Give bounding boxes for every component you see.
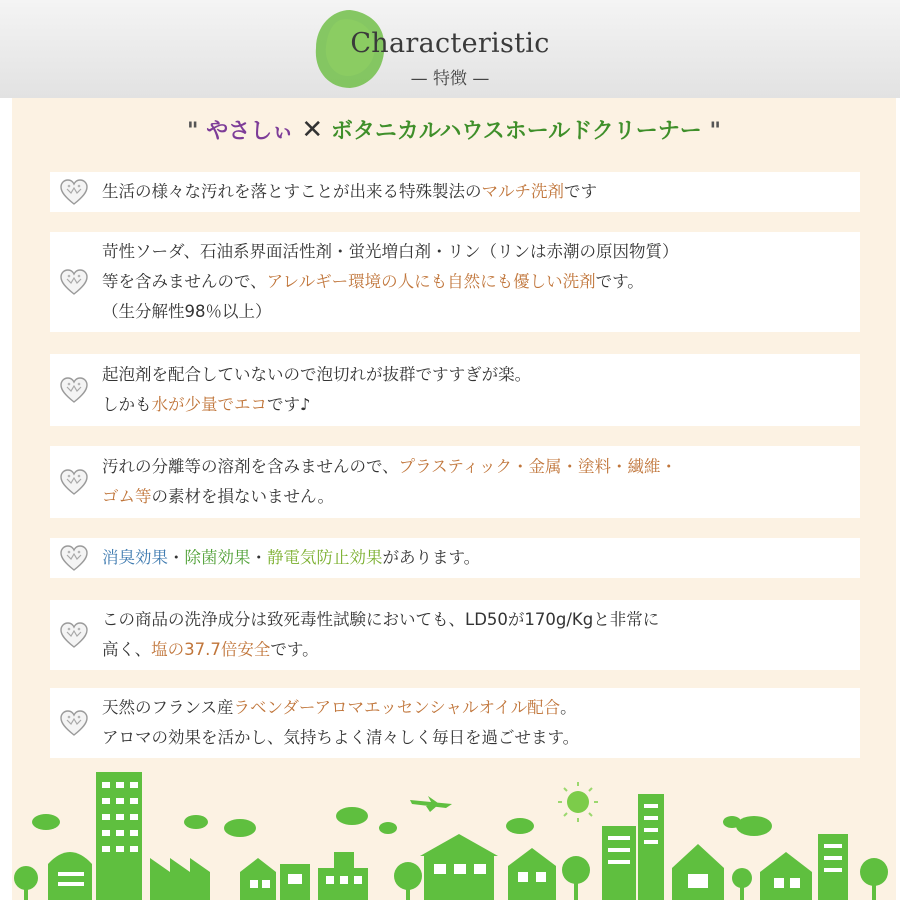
feature-line — [102, 543, 850, 573]
feature-line — [102, 267, 850, 297]
heart-badge-icon — [59, 268, 89, 296]
section-heading — [300, 6, 600, 94]
heart-badge-icon — [59, 468, 89, 496]
feature-text: アロマの効果を活かし、気持ちよく清々しく毎日を過ごせます。 — [102, 728, 580, 747]
feature-line — [102, 723, 850, 753]
feature-text: 等を含みませんので、 — [102, 272, 267, 291]
highlight-text: ゴム等 — [102, 487, 152, 506]
feature-text: の素材を損ないません。 — [151, 487, 334, 506]
tagline-part-botanical: ボタニカルハウスホールドクリーナー — [330, 119, 702, 144]
highlight-text: 除菌効果 — [184, 548, 251, 567]
feature-line — [102, 452, 850, 482]
feature-text: です。 — [270, 640, 319, 659]
feature-text: です♪ — [267, 395, 311, 414]
feature-text: 生活の様々な汚れを落とすことが出来る特殊製法の — [102, 182, 482, 201]
feature-text: 起泡剤を配合していないので泡切れが抜群ですすぎが楽。 — [102, 365, 532, 384]
feature-card — [50, 354, 860, 426]
heart-badge-icon — [59, 709, 89, 737]
feature-text: ・ — [168, 548, 185, 567]
feature-line — [102, 297, 850, 327]
feature-line — [102, 177, 850, 207]
highlight-text: 水が少量でエコ — [151, 395, 267, 414]
highlight-text: 静電気防止効果 — [267, 548, 383, 567]
feature-text: があります。 — [382, 548, 481, 567]
highlight-text: ラベンダーアロマエッセンシャルオイル配合 — [233, 698, 561, 717]
highlight-text: マルチ洗剤 — [481, 182, 564, 201]
feature-line — [102, 605, 850, 635]
highlight-text: 消臭効果 — [102, 548, 168, 567]
feature-line — [102, 635, 850, 665]
heart-badge-icon — [59, 544, 89, 572]
feature-line — [102, 693, 850, 723]
feature-line — [102, 390, 850, 420]
feature-text: です — [564, 182, 597, 201]
tagline-close-quote: " — [709, 119, 721, 144]
feature-text: 。 — [560, 698, 577, 717]
feature-text: 苛性ソーダ、石油系界面活性剤・蛍光増白剤・リン（リンは赤潮の原因物質） — [102, 242, 679, 261]
feature-text: しかも — [102, 395, 152, 414]
feature-card — [50, 232, 860, 332]
heading-title: Characteristic — [350, 28, 550, 59]
feature-card — [50, 688, 860, 758]
feature-text: 高く、 — [102, 640, 152, 659]
tagline-open-quote: " — [187, 119, 199, 144]
green-city-illustration — [0, 760, 900, 900]
feature-text: です。 — [595, 272, 644, 291]
tagline — [12, 114, 896, 145]
tagline-cross: ✕ — [301, 115, 324, 145]
feature-line — [102, 237, 850, 267]
tagline-part-gentle: やさしぃ — [206, 119, 294, 144]
feature-card — [50, 446, 860, 518]
feature-card — [50, 600, 860, 670]
heart-badge-icon — [59, 621, 89, 649]
heart-badge-icon — [59, 376, 89, 404]
feature-text: この商品の洗浄成分は致死毒性試験においても、LD50が170g/Kgと非常に — [102, 610, 660, 629]
heart-badge-icon — [59, 178, 89, 206]
feature-line — [102, 482, 850, 512]
feature-text: 汚れの分離等の溶剤を含みませんので、 — [102, 457, 399, 476]
highlight-text: プラスティック・金属・塗料・繊維・ — [398, 457, 678, 476]
feature-line — [102, 360, 850, 390]
highlight-text: 塩の37.7倍安全 — [151, 640, 271, 659]
heading-subtitle: — 特徴 — — [410, 69, 490, 89]
feature-text: 天然のフランス産 — [102, 698, 234, 717]
feature-text: （生分解性98％以上） — [102, 302, 272, 321]
highlight-text: アレルギー環境の人にも自然にも優しい洗剤 — [266, 272, 596, 291]
feature-card — [50, 538, 860, 578]
feature-card — [50, 172, 860, 212]
feature-text: ・ — [250, 548, 267, 567]
